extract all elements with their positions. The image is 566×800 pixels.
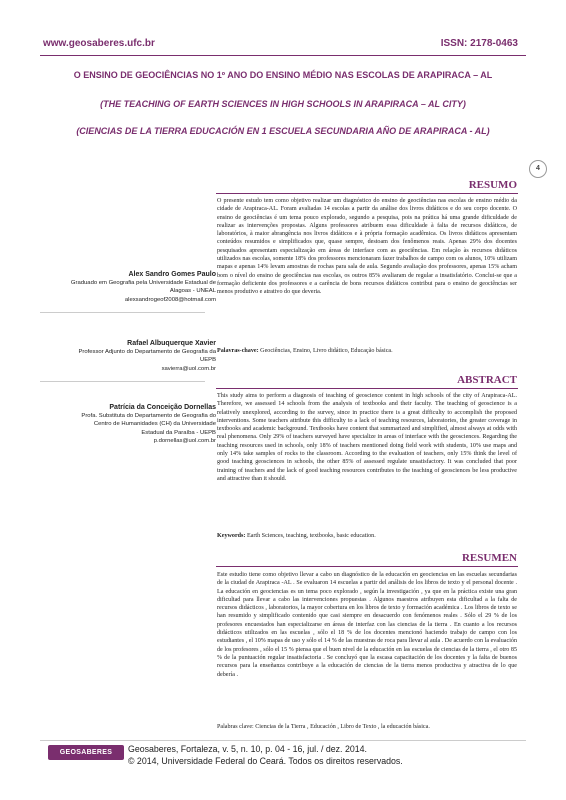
title-spanish: (CIENCIAS DE LA TIERRA EDUCACIÓN EN 1 ESCUELA SECUNDARIA AÑO DE ARAPIRACA - AL): [76, 126, 490, 136]
resumen-keywords: [217, 723, 517, 731]
resumen-keywords-label: Palabras clave:: [217, 724, 254, 730]
author-1-affiliation-line-2: Alagoas - UNEAL: [169, 288, 216, 295]
journal-url[interactable]: www.geosaberes.ufc.br: [43, 38, 155, 49]
author-2: [6, 340, 216, 373]
resumen-heading: RESUMEN: [461, 552, 517, 564]
author-divider: [40, 312, 205, 313]
resumo-keywords-label: Palavras-chave:: [217, 348, 259, 354]
author-1-affiliation-line-1: Graduado em Geografia pela Universidade Estadual de: [70, 280, 216, 287]
abstract-heading: ABSTRACT: [457, 374, 517, 386]
author-2-affiliation-line-1: Professor Adjunto do Departamento de Geografia da: [78, 349, 216, 356]
abstract-keywords-label: Keywords:: [217, 533, 246, 539]
resumo-text: O presente estudo tem como objetivo realizar um diagnóstico do ensino de geociências nas escolas de ensino médio da cidade de Arapiraca-AL. Foram avaliadas 14 escolas a partir da análise dos livros didáticos e do seu corpo docente. O ensino de geociências é um tema pouco explorado, segundo a pesquisa, pois na prática há uma grande dificuldade de realizar as intervenções propostas. Alguns professores atribuem essa dificuldade à falta de recursos didáticos, de laboratórios, à maior abrangência nos livros didáticos e à própria formação acadêmica. Os livros didáticos apresentam conteúdos resumidos e simplificados que, quase sempre, destoam dos fenômenos reais. Apenas 29% dos docentes pesquisados apresentam especialização em áreas de interface com as geociências. Em relação às recursos didáticos utilizados nas escolas, somente 18% dos professores mencionaram fazer trabalhos de campo com os alunos, 10% utilizam mapas e apenas 14% levam amostras de rochas para sala de aula. Segundo avaliação dos professores, apenas 15% acham bom o nível do ensino de geociências nas escolas, os outros 85% avaliaram de regular a insatisfatório. Conclui-se que a formação deficiente dos professores e a carência de bons recursos didáticos contribui para o ensino de geociências ser menos produtivo e atrativo do que deveria.: [217, 198, 517, 296]
resumo-keywords: [217, 347, 517, 355]
resumen-rule: [216, 566, 518, 567]
geosaberes-logo: GEOSABERES: [48, 745, 124, 760]
author-2-email[interactable]: xavierra@uol.com.br: [161, 365, 216, 372]
page-number-badge: 4: [529, 160, 547, 178]
author-1-name: Alex Sandro Gomes Paulo: [128, 271, 216, 278]
resumo-rule: [216, 193, 518, 194]
resumen-keywords-text: Ciencias de la Tierra , Educación , Libro de Texto , la educación básica.: [253, 724, 430, 730]
footer-divider: [40, 740, 526, 741]
footer-citation: Geosaberes, Fortaleza, v. 5, n. 10, p. 04 - 16, jul. / dez. 2014.: [128, 744, 367, 754]
abstract-text: This study aims to perform a diagnosis of teaching of geoscience content in high schools of the city of Arapiraca-AL. Therefore, we assessed 14 schools from the analysis of textbooks and their faculty. The teaching of geoscience is a relatively unexplored, according to the survey, since in practice there is a great difficulty to accomplish the proposed interventions. Some teachers attribute this difficulty to a lack of teaching resources, laboratories, the greater coverage in textbooks and academic background. Textbooks have content that summarized and simplified, almost always at odds with real phenomena. Only 29% of teachers surveyed have specialize in areas of interface with the geosciences. Regarding the teaching resources used in schools, only 18% of teachers mentioned doing field work with students, 10% use maps and only 14% take samples of rocks to the classroom. According to the evaluation of teachers, only 15% think the level of good teaching geosciences in schools, the other 85% of assessed regulate unsatisfactory. It was concluded that poor training of teachers and the lack of good teaching resources contributes to the teaching of geosciences be less productive and attractive than it should.: [217, 393, 517, 482]
author-3-affiliation-line-2: Centro de Humanidades (CH) da Universidade: [93, 421, 216, 428]
abstract-keywords: [217, 532, 517, 540]
title-english: (THE TEACHING OF EARTH SCIENCES IN HIGH SCHOOLS IN ARAPIRACA – AL CITY): [100, 99, 466, 109]
issn-label: ISSN: 2178-0463: [440, 38, 518, 49]
resumo-heading: RESUMO: [468, 179, 517, 191]
title-portuguese: O ENSINO DE GEOCIÊNCIAS NO 1º ANO DO ENSINO MÉDIO NAS ESCOLAS DE ARAPIRACA – AL: [73, 70, 493, 80]
author-2-name: Rafael Albuquerque Xavier: [127, 340, 216, 347]
author-2-affiliation-line-2: UEPB: [199, 357, 216, 364]
author-3-affiliation-line-1: Profa. Substituta do Departamento de Geografia do: [81, 413, 216, 420]
footer-copyright: © 2014, Universidade Federal do Ceará. Todos os direitos reservados.: [128, 756, 403, 766]
resumen-text: Este estudio tiene como objetivo llevar a cabo un diagnóstico de la educación en geociencias en las escuelas secundarias de la ciudad de Arapiraca -AL . Se evaluaron 14 escuelas a partir del análisis de los libros de texto y el personal docente . La educación en geociencias es un tema poco explorado , según la investigación , ya que en la práctica existe una gran dificultad para llevar a cabo las intervenciones propuestas . Algunos maestros atribuyen esta dificultad a la falta de recursos didácticos , laboratorios, la mayor cobertura en los libros de texto y formación académica . Los libros de texto se han resumido y simplificado contenido que casi siempre en desacuerdo con fenómenos reales . Sólo el 29 % de los profesores encuestados han especializarse en áreas de interfaz con las ciencias de la tierra . En cuanto a los recursos didácticos utilizados en las escuelas , sólo el 18 % de los docentes mencionó haciendo trabajo de campo con los estudiantes , el 10% mapas de uso y sólo el 14 % de las muestras de roca para llevar al aula . De acuerdo con la evaluación de los profesores , sólo el 15 % piensa que el buen nivel de la educación en las escuelas de ciencias de la tierra , el otro 85 % de la puntuación regular insatisfactoria . Se concluyó que la escasa capacitación de los docentes y la falta de buenos recursos para la enseñanza contribuye a la educación de ciencias de la tierra menos productiva y atractiva de lo que debería .: [217, 572, 517, 678]
author-3-name: Patrícia da Conceição Dornellas: [109, 404, 216, 411]
author-3-affiliation-line-3: Estadual da Paraíba - UEPB: [141, 429, 216, 436]
author-1-email[interactable]: alexsandrogeof2008@hotmail.com: [124, 296, 216, 303]
abstract-keywords-text: Earth Sciences, teaching, textbooks, basic education.: [245, 533, 376, 539]
author-divider: [40, 381, 205, 382]
author-3: [6, 404, 216, 445]
author-1: [6, 271, 216, 304]
author-3-email[interactable]: p.dornellas@uol.com.br: [153, 437, 216, 444]
resumo-keywords-text: Geociências, Ensino, Livro didático, Educação básica.: [258, 348, 393, 354]
header-divider: [40, 55, 526, 56]
abstract-rule: [216, 388, 518, 389]
